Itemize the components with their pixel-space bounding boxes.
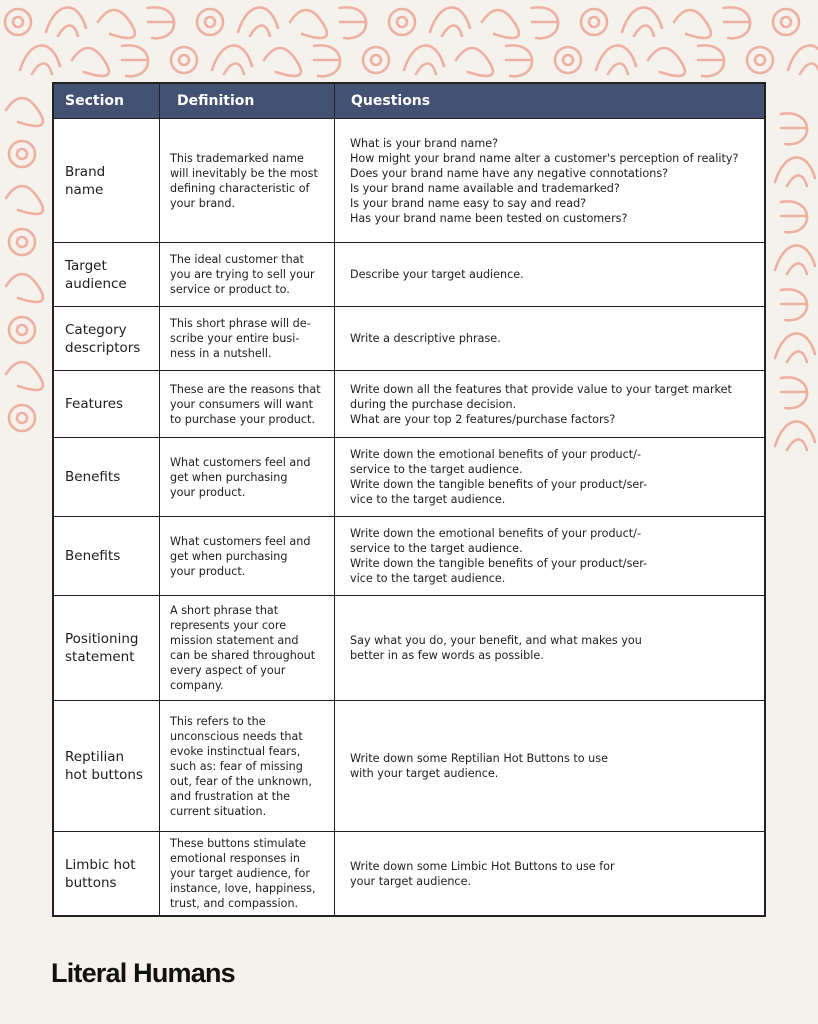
table-row xyxy=(54,118,764,242)
questions-cell: Write down the emotional benefits of your product/- service to the target audience. Write down the tangible benefits of your product/ser- vice to the target audience. xyxy=(334,438,764,516)
definition-cell: This short phrase will de- scribe your entire busi- ness in a nutshell. xyxy=(159,307,334,370)
table-row xyxy=(54,437,764,516)
section-cell: Limbic hot buttons xyxy=(65,856,136,891)
questions-cell: Write down the emotional benefits of your product/- service to the target audience. Write down the tangible benefits of your product/ser- vice to the target audience. xyxy=(334,517,764,595)
definition-cell: The ideal customer that you are trying to sell your service or product to. xyxy=(159,243,334,306)
header-questions: Questions xyxy=(334,84,764,118)
section-cell: Reptilian hot buttons xyxy=(65,749,143,783)
section-cell: Category descriptors xyxy=(65,321,141,356)
table-header-row xyxy=(54,84,764,118)
table-row xyxy=(54,516,764,595)
table-row xyxy=(54,831,764,915)
definition-cell: What customers feel and get when purchasing your product. xyxy=(159,517,334,595)
questions-cell: Write a descriptive phrase. xyxy=(334,307,764,370)
header-section: Section xyxy=(65,93,124,109)
table-row xyxy=(54,700,764,831)
section-cell: Target audience xyxy=(65,257,127,292)
section-cell: Benefits xyxy=(65,469,121,485)
questions-cell: Say what you do, your benefit, and what makes you better in as few words as possible. xyxy=(334,596,764,700)
definition-cell: This trademarked name will inevitably be the most defining characteristic of your brand. xyxy=(159,119,334,242)
questions-cell: Write down some Limbic Hot Buttons to use for your target audience. xyxy=(334,832,764,915)
definition-cell: These buttons stimulate emotional responses in your target audience, for instance, love, happiness, trust, and compassion. xyxy=(159,832,334,915)
definition-cell: These are the reasons that your consumers will want to purchase your product. xyxy=(159,371,334,437)
table-row xyxy=(54,306,764,370)
section-cell: Features xyxy=(65,396,124,412)
definition-cell: What customers feel and get when purchasing your product. xyxy=(159,438,334,516)
section-cell: Benefits xyxy=(65,548,121,564)
questions-cell: Describe your target audience. xyxy=(334,243,764,306)
table-row xyxy=(54,595,764,700)
definition-cell: This refers to the unconscious needs that evoke instinctual fears, such as: fear of missing out, fear of the unknown, and frustration at the current situation. xyxy=(159,701,334,831)
section-cell: Brand name xyxy=(65,163,106,198)
section-cell: Positioning statement xyxy=(65,631,139,665)
header-definition: Definition xyxy=(159,84,334,118)
definition-cell: A short phrase that represents your core mission statement and can be shared throughout every aspect of your company. xyxy=(159,596,334,700)
brand-framework-table xyxy=(52,82,766,917)
questions-cell: What is your brand name? How might your brand name alter a customer's perception of reality? Does your brand name have any negative connotations? Is your brand name available and trademarked? Is your brand name easy to say and read? Has your brand name been tested on customers? xyxy=(334,119,764,242)
literal-humans-logo: Literal Humans xyxy=(51,958,235,988)
questions-cell: Write down all the features that provide value to your target market during the purchase decision. What are your top 2 features/purchase factors? xyxy=(334,371,764,437)
questions-cell: Write down some Reptilian Hot Buttons to use with your target audience. xyxy=(334,701,764,831)
table-row xyxy=(54,242,764,306)
table-row xyxy=(54,370,764,437)
